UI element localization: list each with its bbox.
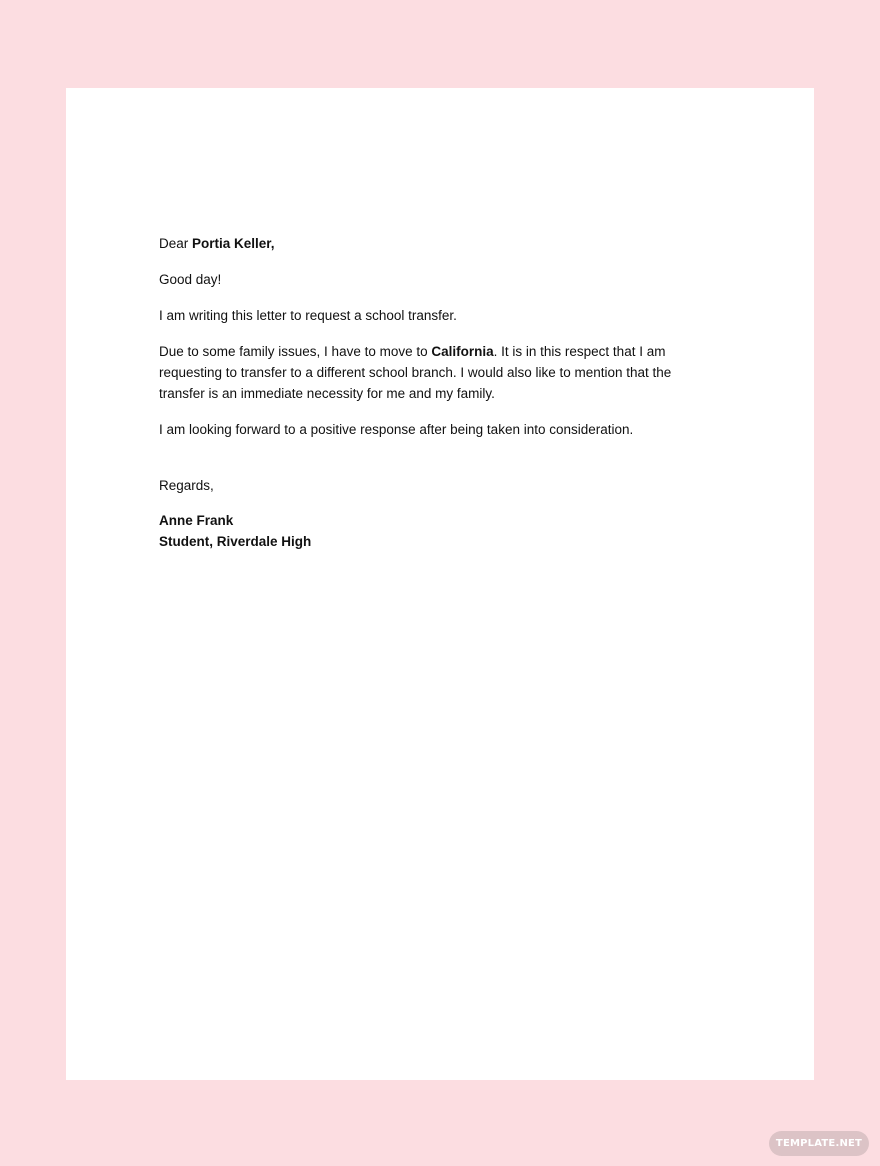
letter-body bbox=[159, 233, 719, 552]
body-paragraph bbox=[159, 341, 719, 404]
signature-title: Student, Riverdale High bbox=[159, 534, 312, 549]
letter-page bbox=[66, 88, 814, 1080]
greeting: Good day! bbox=[159, 272, 222, 287]
closing-paragraph: I am looking forward to a positive response after being taken into consideration. bbox=[159, 422, 634, 437]
body-text-part1: Due to some family issues, I have to move to bbox=[159, 344, 432, 359]
body-text-part2: . It is in this respect that I am requesting to transfer to a different school branch. I would also like to mention that the transfer is an immediate necessity for me and my family. bbox=[159, 344, 672, 401]
regards: Regards, bbox=[159, 478, 214, 493]
location: California bbox=[431, 344, 494, 359]
recipient-name: Portia Keller, bbox=[192, 236, 275, 251]
intro-paragraph: I am writing this letter to request a school transfer. bbox=[159, 308, 457, 323]
salutation-prefix: Dear bbox=[159, 236, 193, 251]
template-net-watermark[interactable]: TEMPLATE.NET bbox=[769, 1131, 869, 1156]
signature-name: Anne Frank bbox=[159, 513, 234, 528]
signature-block bbox=[159, 510, 719, 552]
salutation bbox=[159, 233, 719, 254]
